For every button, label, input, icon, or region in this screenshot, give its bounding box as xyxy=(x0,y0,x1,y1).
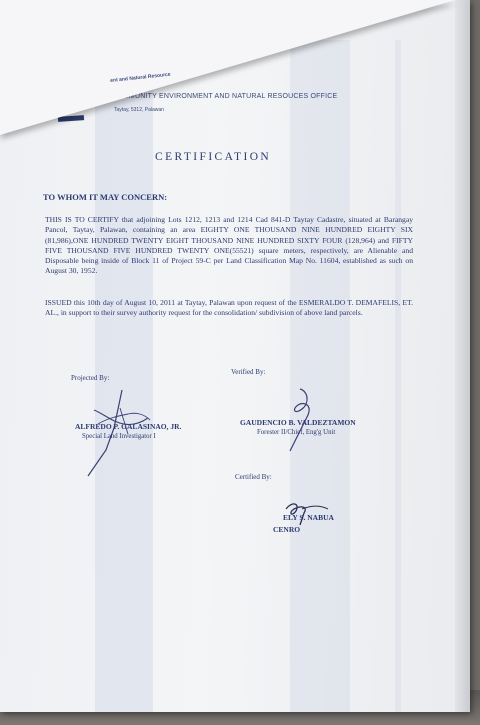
document-title: CERTIFICATION xyxy=(155,151,272,163)
folded-page-corner xyxy=(0,0,455,135)
office-address: Taytay, 5312, Palawan xyxy=(114,107,164,113)
body-paragraph-issued: ISSUED this 10th day of August 10, 2011 at Taytay, Palawan upon request of the ESMERALDO T. DEMAFELIS, ET. AL., in support to their survey authority request for the consolidation/ subdivision of above land parcels. xyxy=(45,298,413,318)
security-stripe xyxy=(290,40,350,712)
signatory-position-verified: Forester II/Chief, Eng'g Unit xyxy=(257,429,336,436)
signatory-name-projected: ALFREDO P. GALASINAO, JR. xyxy=(75,422,182,431)
salutation: TO WHOM IT MAY CONCERN: xyxy=(43,192,168,202)
certified-by-label: Certified By: xyxy=(235,473,272,481)
verified-by-label: Verified By: xyxy=(231,368,266,376)
page-edge xyxy=(455,0,470,712)
body-paragraph-certify: THIS IS TO CERTIFY that adjoining Lots 1212, 1213 and 1214 Cad 841-D Taytay Cadastre, situated at Barangay Pancol, Taytay, Palawan, containing an area EIGHTY ONE THOUSAND NINE HUNDRED EIGHTY SIX (81,986),ONE HUNDRED TWENTY EIGHT THOUSAND NINE HUNDRED SIXTY FOUR (128,964) and FIFTY FIVE THOUSAND FIVE HUNDRED TWENTY ONE(55521) square meters, respectively, are Alienable and Disposable being inside of Block 11 of Project 59-C per Land Classification Map No. 11604, established as such on August 30, 1952. xyxy=(45,215,413,276)
security-stripe xyxy=(395,40,401,712)
signatory-position-certified: CENRO xyxy=(273,525,301,534)
projected-by-label: Projected By: xyxy=(71,374,110,382)
office-name: COMMUNITY ENVIRONMENT AND NATURAL RESOUCES OFFICE xyxy=(112,93,338,100)
agency-fragment: ent and Natural Resource xyxy=(110,71,171,84)
signatory-name-certified: ELY S. NABUA xyxy=(283,513,334,522)
signatory-name-verified: GAUDENCIO B. VALDEZTAMON xyxy=(240,418,356,427)
signatory-position-projected: Special Land Investigator I xyxy=(82,433,156,440)
